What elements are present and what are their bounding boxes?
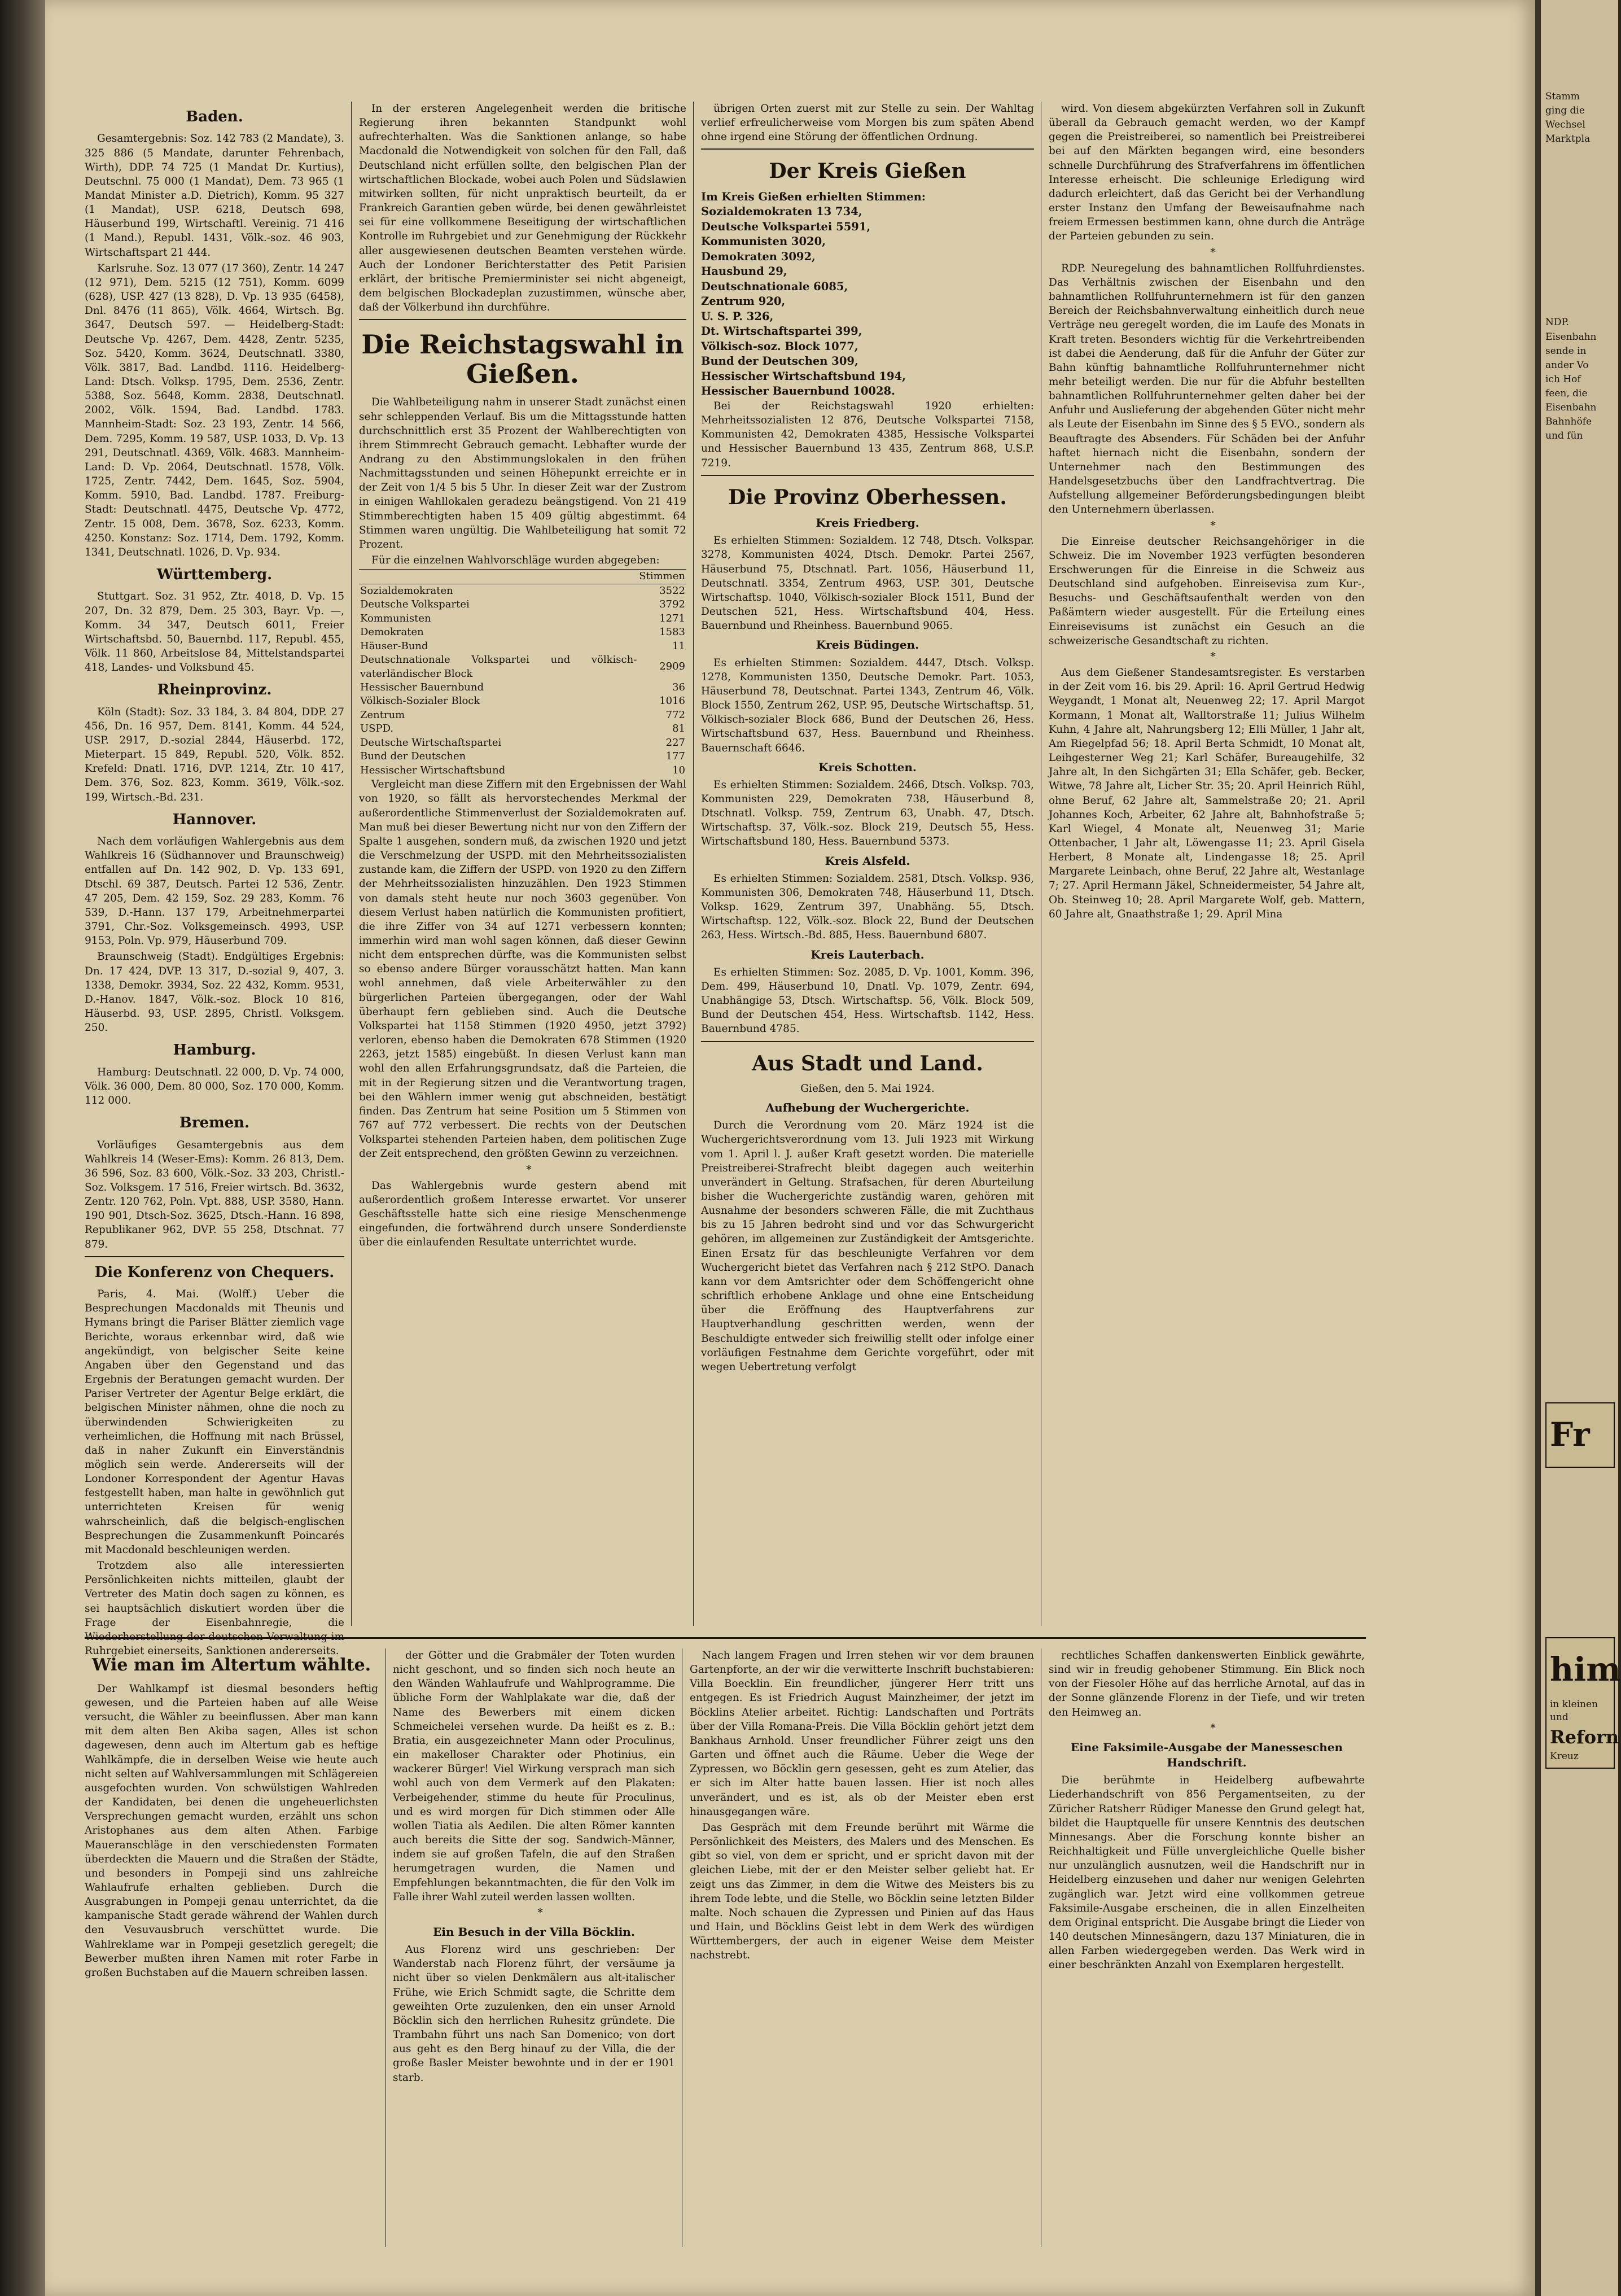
altertum-text-2: der Götter und die Grabmäler der Toten wurden nicht geschont, und so finden sich noch heute an den Wänden Wahlaufrufe und Wahlprogramme. Die übliche Form der Wahlplakate war die, daß der Name des Bewerbers mit einem dicken Schmeichelei versehen wurde. Da heißt es z. B.: Bratia, ein ausgezeichneter Mann oder Proculinus, ein makelloser Charakter oder Photinius, ein wackerer Bürger! Viel Wirkung versprach man sich wohl auch von dem Vermerk auf den Plakaten: Verbeigehender, stimme du heute für Proculinus, und es wird morgen für Dich stimmen oder Alle wollen Tiatia als Aedilen. Die alten Römer kannten auch bereits die Sitte der sog. Sandwich-Männer, indem sie auf großen Tafeln, die auf den Straßen herumgetragen wurden, die Namen und Empfehlungen bekanntmachten, die für den Volk im Falle ihrer Wahl zuteil werden lassen wollten.: [393, 1650, 675, 1903]
schweiz-text: Die Einreise deutscher Reichsangehöriger in die Schweiz. Die im November 1923 verfügten besonderen Erschwerungen für die Einreise in die Schweiz aus Deutschland sind aufgehoben. Einreisevisa zum Kur-, Besuchs- und Geschäftsaufenthalt werden von den Paßämtern wieder ausgestellt. Für die Erteilung eines Einreisevisums ist zunächst ein Gesuch an die schweizerische Gesandtschaft zu richten.: [1049, 535, 1365, 647]
bottom-column-4: rechtliches Schaffen dankenswerten Einblick gewährte, sind wir in freudig gehobener Stimmung. Ein Blick noch von der Fiesoler Höhe auf das herrliche Arnotal, auf das in der Sonne glänzende Florenz in der Tiefe, und wir treten den Heimweg an. * Eine Faksimile-Ausgabe der Manesseschen Handschrift. Die berühmte in Heidelberg aufbewahrte Liederhandschrift von 856 Pergamentseiten, zu der Züricher Ratsherr Rüdiger Manesse den Grund gelegt hat, bildet die Hauptquelle für unsere Kenntnis des deutschen Minnesangs. Aber die Forschung konnte bisher an Reichhaltigkeit und Fülle unvergleichliche Quelle bisher nur unzulänglich ausnutzen, weil die Handschrift nur in Heidelberg einzusehen und daher nur wenigen Gelehrten zugänglich war. Jetzt wird eine vollkommen getreue Faksimile-Ausgabe erscheinen, die in allen Einzelheiten dem Original entspricht. Die Ausgabe bringt die Lieder von 140 deutschen Minnesängern, dazu 137 Miniaturen, die in allen Farben wiedergegeben werden. Das Werk wird in einer beschränkten Anzahl von Exemplaren hergestellt.: [1049, 1648, 1365, 2247]
lauterbach-text: Es erhielten Stimmen: Soz. 2085, D. Vp. 1001, Komm. 396, Dem. 499, Häuserbund 10, Dnatl. Vp. 1079, Zentr. 694, Unabhängige 53, Dtsch. Wirtschaftsp. 56, Völk. Block 509, Bund der Deutschen 454, Hess. Wirtschaftsb. 1142, Hess. Bauernbund 4785.: [701, 966, 1034, 1035]
oberhessen-heading: Die Provinz Oberhessen.: [728, 485, 1007, 509]
result-line: Bund der Deutschen 309,: [701, 355, 858, 368]
analysis-text-2: Das Wahlergebnis wurde gestern abend mit außerordentlich großem Interesse erwartet. Vor unserer Geschäftsstelle hatte sich eine riesige Menschenmenge eingefunden, die fortwährend durch unsere Sonderdienste über die einlaufenden Resultate unterrichtet wurde.: [359, 1179, 686, 1249]
table-row: [359, 709, 686, 722]
table-header-votes: Stimmen: [638, 570, 686, 584]
reichstagswahl-heading: Die Reichstagswahl in Gießen.: [361, 329, 684, 389]
result-line: Hausbund 29,: [701, 265, 787, 278]
result-line: Hessischer Bauernbund 10028.: [701, 384, 895, 398]
rheinprovinz-heading: Rheinprovinz.: [157, 681, 272, 699]
schotten-heading: Kreis Schotten.: [818, 760, 917, 774]
adjacent-page: [1535, 0, 1621, 2296]
wuerttemberg-heading: Württemberg.: [156, 566, 273, 584]
boecklin-text: Aus Florenz wird uns geschrieben: Der Wanderstab nach Florenz führt, der versäume ja nicht über so vielen Denkmälern aus alt-italischer Frühe, wie Erich Schmidt sagte, die Schritte dem geweihten Orte zuzulenken, den ein unser Arnold Böcklin sich den herrlichen Ruhesitz gründete. Die Trambahn führt uns nach San Domenico; von dort aus geht es den Berg hinauf zu der Villa, die der große Basler Meister bewohnte und in der er 1901 starb.: [393, 1944, 675, 2084]
hannover-heading: Hannover.: [172, 811, 257, 828]
votes-cell: 1583: [659, 626, 685, 638]
chequers-heading: Die Konferenz von Chequers.: [94, 1263, 335, 1281]
section-rule: [85, 1637, 1366, 1639]
wuchergerichte-heading: Aufhebung der Wuchergerichte.: [765, 1101, 970, 1115]
adjacent-fragment: feen, die: [1545, 387, 1588, 399]
adjacent-fragment: ander Vo: [1545, 359, 1589, 371]
newspaper-page: [45, 0, 1535, 2296]
alsfeld-heading: Kreis Alsfeld.: [825, 854, 910, 868]
votes-cell: 11: [672, 640, 685, 652]
party-cell: Zentrum: [360, 709, 405, 721]
standesamt-text: Aus dem Gießener Standesamtsregister. Es verstarben in der Zeit vom 16. bis 29. April: 16. April Gertrud Hedwig Weygandt, 1 Monat alt, Neuenweg 22; 17. April Margot Kormann, 1 Monat alt, Walltorstraße 11; Julius Wilhelm Kuhn, 4 Jahre alt, Nahrungsberg 12; Elli Müller, 1 Jahr alt, Am Riegelpfad 56; 18. April Berta Schmidt, 10 Monat alt, Leihgesterner Weg 21; Karl Schäfer, Bureaugehilfe, 32 Jahre alt, In den Sichgärten 31; Ella Schäfer, geb. Becker, Witwe, 78 Jahre alt, Licher Str. 35; 20. April Heinrich Rühl, ohne Beruf, 62 Jahre alt, Sammelstraße 20; 21. April Johannes Koch, Arbeiter, 62 Jahre alt, Bahnhofstraße 5; Karl Wiegel, 4 Monate alt, Neuenweg 31; Marie Ottenbacher, 1 Jahr alt, Löwengasse 11; 23. April Gisela Herbert, 8 Monate alt, Lindengasse 18; 25. April Margarete Leinbach, ohne Beruf, 22 Jahre alt, Westanlage 7; 27. April Hermann Jäkel, Schneidermeister, 54 Jahre alt, Ob. Steinweg 10; 28. April Margarete Wolf, geb. Mattern, 60 Jahre alt, Gnaathstraße 1; 29. April Mina: [1049, 667, 1365, 920]
adjacent-ad-letters: Fr: [1550, 1415, 1590, 1454]
section-divider: [701, 1041, 1034, 1042]
table-row: [359, 681, 686, 694]
votes-cell: 81: [672, 723, 685, 735]
wuerttemberg-text: Stuttgart. Soz. 31 952, Ztr. 4018, D. Vp. 15 207, Dn. 32 879, Dem. 25 303, Bayr. Vp. —, Komm. 34 347, Deutsch 6011, Freier Wirtschaftsbd. 50, Bauernbd. 117, Republ. 455, Völk. 11 860, Arbeitslose 84, Mittelstandspartei 418, Landes- und Volksbund 45.: [85, 591, 344, 674]
column-4: wird. Von diesem abgekürzten Verfahren soll in Zukunft überall da Gebrauch gemacht werden, wo der Kampf gegen die Preistreiberei, so namentlich bei Preistreiberei bei auf den Märkten begangen wird, eine besonders schnelle Durchführung des Strafverfahrens im öffentlichen Interesse erheischt. Die schleunige Erledigung wird dadurch erleichtert, daß das Gericht bei der Verhandlung erster Instanz den Umfang der Beweisaufnahme nach freiem Ermessen bestimmen kann, ohne durch die Anträge der Parteien gebunden zu sein. * RDP. Neuregelung des bahnamtlichen Rollfuhrdienstes. Das Verhältnis zwischen der Eisenbahn und den bahnamtlichen Rollfuhrunternehmern ist für den ganzen Bereich der Reichsbahnverwaltung einheitlich durch neue Verträge neu geregelt worden, die im Laufe des Monats in Kraft treten. Besonders wichtig für die Verkehrtreibenden ist dabei die Aenderung, daß für die Anfuhr der Güter zur Bahn künftig bahnamtliche Rollfuhrunternehmer nicht mehr beteiligt werden. Die nur für die Abfuhr bestellten bahnamtlichen Rollfuhrunternehmer gelten daher bei der Anfuhr und Auslieferung der abgehenden Güter nicht mehr als Leute der Eisenbahn im Sinne des § 5 EVO., sondern als Beauftragte des Absenders. Für Schäden bei der Anfuhr haftet hiernach nicht die Eisenbahn, sondern der Unternehmer nach den Bestimmungen des Handelsgesetzbuchs über den Landfrachtvertrag. Die Aufstellung allgemeiner Beförderungsbedingungen bleibt den Unternehmern überlassen. * Die Einreise deutscher Reichsangehöriger in die Schweiz. Die im November 1923 verfügten besonderen Erschwerungen für die Einreise in die Schweiz aus Deutschland sind aufgehoben. Einreisevisa zum Kur-, Besuchs- und Geschäftsaufenthalt werden von den Paßämtern wieder ausgestellt. Für die Erteilung eines Einreisevisums ist zunächst ein Gesuch an die schweizerische Gesandtschaft zu richten. * Aus dem Gießener Standesamtsregister. Es verstarben in der Zeit vom 16. bis 29. April: 16. April Gertrud Hedwig Weygandt, 1 Monat alt, Neuenweg 22; 17. April Margot Kormann, 1 Monat alt, Walltorstraße 11; Julius Wilhelm Kuhn, 4 Jahre alt, Nahrungsberg 12; Elli Müller, 1 Jahr alt, Am Riegelpfad 56; 18. April Berta Schmidt, 10 Monat alt, Leihgesterner Weg 21; Karl Schäfer, Bureaugehilfe, 32 Jahre alt, In den Sichgärten 31; Ella Schäfer, geb. Becker, Witwe, 78 Jahre alt, Licher Str. 35; 20. April Heinrich Rühl, ohne Beruf, 62 Jahre alt, Sammelstraße 20; 21. April Johannes Koch, Arbeiter, 62 Jahre alt, Bahnhofstraße 5; Karl Wiegel, 4 Monate alt, Neuenweg 31; Marie Ottenbacher, 1 Jahr alt, Löwengasse 11; 23. April Gisela Herbert, 8 Monate alt, Lindengasse 18; 25. April Margarete Leinbach, ohne Beruf, 22 Jahre alt, Westanlage 7; 27. April Hermann Jäkel, Schneidermeister, 54 Jahre alt, Ob. Steinweg 10; 28. April Margarete Wolf, geb. Mattern, 60 Jahre alt, Gnaathstraße 1; 29. April Mina: [1049, 102, 1365, 1620]
votes-cell: 36: [672, 681, 685, 693]
column-rule: [351, 102, 352, 1626]
column-3: [701, 102, 1034, 1620]
result-line: U. S. P. 326,: [701, 309, 774, 323]
table-row: [359, 626, 686, 639]
heimweg-text: rechtliches Schaffen dankenswerten Einblick gewährte, sind wir in freudig gehobener Stimmung. Ein Blick noch von der Fiesoler Höhe auf das herrliche Arnotal, auf das in der Sonne glänzende Florenz in der Tiefe, und wir treten den Heimweg an.: [1049, 1650, 1365, 1718]
result-line: Deutschnationale 6085,: [701, 279, 848, 293]
table-row: [359, 640, 686, 653]
rheinprovinz-text: Köln (Stadt): Soz. 33 184, 3. 84 804, DDP. 27 456, Dn. 16 957, Dem. 8141, Komm. 44 524, USP. 2917, D.-sozial 2844, Häuserbd. 172, Mieterpart. 15 849, Republ. 520, Völk. 852. Krefeld: Dnatl. 1716, DVP. 1214, Ztr. 10 417, Dem. 376, Soz. 823, Komm. 3619, Völk.-soz. 199, Wirtsch.-Bd. 231.: [85, 706, 344, 803]
adjacent-fragment: NDP.: [1545, 317, 1569, 329]
stadt-und-land-heading: Aus Stadt und Land.: [752, 1051, 983, 1075]
kreis-giessen-results: [701, 190, 1034, 399]
adjacent-ad-1: [1545, 1402, 1615, 1468]
buedingen-text: Es erhielten Stimmen: Sozialdem. 4447, Dtsch. Volksp. 1278, Kommunisten 1350, Deutsche Demokr. Part. 1053, Häuserbund 78, Deutschnat. Partei 1343, Zentrum 46, Völk. Block 1550, Zentrum 262, USP. 95, Deutsche Wirtschaftsp. 51, Völkisch-sozialer Block 686, Bund der Deutschen 26, Hess. Wirtschaftsbund 637, Hess. Bauernbund und Rheinhess. Bauernschaft 6646.: [701, 657, 1034, 754]
party-cell: Kommunisten: [360, 612, 431, 624]
kreis-giessen-lead: Im Kreis Gießen erhielten Stimmen:: [701, 190, 926, 203]
party-cell: Bund der Deutschen: [360, 750, 466, 763]
baden-heading: Baden.: [186, 108, 243, 125]
kreis-1920-text: Bei der Reichstagswahl 1920 erhielten: Mehrheitssozialisten 12 876, Deutsche Volkspartei 7158, Kommunisten 42, Demokraten 4385, Hessische Volkspartei und Hessischer Bauernbund 13 435, Zentrum 868, U.S.P. 7219.: [701, 400, 1034, 469]
party-cell: Deutschnationale Volkspartei und völkisch-vaterländischer Block: [360, 654, 637, 680]
result-line: Zentrum 920,: [701, 295, 786, 308]
votes-cell: 177: [665, 750, 685, 763]
bottom-column-1: [85, 1648, 378, 2247]
friedberg-heading: Kreis Friedberg.: [816, 516, 919, 530]
sanktionen-text: In der ersteren Angelegenheit werden die britische Regierung ihren bekannten Standpunkt wohl aufrechterhalten. Was die Sanktionen anlange, so habe Macdonald die Notwendigkeit von solchen für den Fall, daß Deutschland nicht erfüllen sollte, den belgischen Plan der wirtschaftlichen Blockade, wobei auch Polen und Südslawien mitwirken sollten, für nicht unpraktisch beurteilt, da er Frankreich Garantien geben würde, bei denen gewährleistet sei für eine vollkommene Beseitigung der wirtschaftlichen Kontrolle im Ruhrgebiet und zur Genehmigung der Rückkehr aller ausgewiesenen deutschen Beamten verstehen würde. Auch der Londoner Berichterstatter des Petit Parisien erklärt, der britische Premierminister sei nicht abgeneigt, dem belgischen Blockadeplan zuzustimmen, wünsche aber, daß der Völkerbund ihn durchführe.: [359, 103, 686, 314]
wahlbeteiligung-text: Die Wahlbeteiligung nahm in unserer Stadt zunächst einen sehr schleppenden Verlauf. Bis um die Mittagsstunde hatten durchschnittlich erst 35 Prozent der Wahlberechtigten von ihrem Stimmrecht Gebrauch gemacht. Lebhafter wurde der Andrang zu den Abstimmungslokalen in den frühen Nachmittagsstunden und seinen Höhepunkt erreichte er in der Zeit von 1/4 5 bis 5 Uhr. In dieser Zeit war der Zustrom in einigen Wahllokalen geradezu beängstigend. Von 21 419 Stimmberechtigten haben 15 409 gültig abgestimmt. 64 Stimmen waren ungültig. Die Wahlbeteiligung hat somit 72 Prozent.: [359, 396, 686, 550]
result-line: Deutsche Volkspartei 5591,: [701, 220, 871, 233]
manesse-text: Die berühmte in Heidelberg aufbewahrte Liederhandschrift von 856 Pergamentseiten, zu der Züricher Ratsherr Rüdiger Manesse den Grund gelegt hat, bildet die Hauptquelle für unsere Kenntnis des deutschen Minnesangs. Aber die Forschung konnte bisher an Reichhaltigkeit und Fülle unvergleichliche Quelle bisher nur unzulänglich ausnutzen, weil die Handschrift nur in Heidelberg einzusehen und daher nur wenigen Gelehrten zugänglich war. Jetzt wird eine vollkommen getreue Faksimile-Ausgabe erscheinen, die in allen Einzelheiten dem Original entspricht. Die Ausgabe bringt die Lieder von 140 deutschen Minnesängern, dazu 137 Miniaturen, die in allen Farben wiedergegeben werden. Das Werk wird in einer beschränkten Anzahl von Exemplaren hergestellt.: [1049, 1774, 1365, 1971]
result-line: Kommunisten 3020,: [701, 235, 826, 248]
table-row: [359, 598, 686, 611]
chequers-text-2: Trotzdem also alle interessierten Persönlichkeiten nichts mitteilen, glaubt der Vertreter des Matin doch sagen zu können, es sei hauptsächlich diskutiert worden über die Frage der Eisenbahnregie, die Wiederherstellung der deutschen Verwaltung im Ruhrgebiet einerseits, Sanktionen andererseits.: [85, 1560, 344, 1658]
party-cell: Völkisch-Sozialer Block: [360, 695, 480, 707]
party-cell: Demokraten: [360, 626, 424, 638]
adjacent-ad-reform: Reforn: [1550, 1726, 1619, 1748]
column-2: In der ersteren Angelegenheit werden die britische Regierung ihren bekannten Standpunkt wohl aufrechterhalten. Was die Sanktionen anlange, so habe Macdonald die Notwendigkeit von solchen für den Fall, daß Deutschland nicht erfüllen sollte, den belgischen Plan der wirtschaftlichen Blockade, wobei auch Polen und Südslawien mitwirken sollten, für nicht unpraktisch beurteilt, da er Frankreich Garantien geben würde, bei denen gewährleistet sei für eine vollkommene Beseitigung der wirtschaftlichen Kontrolle im Ruhrgebiet und zur Genehmigung der Rückkehr aller ausgewiesenen deutschen Beamten verstehen würde. Auch der Londoner Berichterstatter des Petit Parisien erklärt, der britische Premierminister sei nicht abgeneigt, dem belgischen Blockadeplan zuzustimmen, wünsche aber, daß der Völkerbund ihn durchführe. Die Reichstagswahl in Gießen. Die Wahlbeteiligung nahm in unserer Stadt zunächst einen sehr schleppenden Verlauf. Bis um die Mittagsstunde hatten durchschnittlich erst 35 Prozent der Wahlberechtigten von ihrem Stimmrecht Gebrauch gemacht. Lebhafter wurde der Andrang zu den Abstimmungslokalen in den frühen Nachmittagsstunden und seinen Höhepunkt erreichte er in der Zeit von 1/4 5 bis 5 Uhr. In dieser Zeit war der Zustrom in einigen Wahllokalen geradezu beängstigend. Von 21 419 Stimmberechtigten haben 15 409 gültig abgestimmt. 64 Stimmen waren ungültig. Die Wahlbeteiligung hat somit 72 Prozent. Für die einzelnen Wahlvorschläge wurden abgegeben: Stimmen Sozialdemokraten 3522 Deutsche Volkspartei 3792 Kommunisten 1271 Demokraten 1583 Häuser-Bund 11 Deutschnationale Volkspartei und völkisch-vaterländischer Block 2909 Hessischer Bauernbund 36 Völkisch-Sozialer Block 1016 Zentrum 772 USPD. 81 Deutsche Wirtschaftspartei 227 Bund der Deutschen 177 Hessischer Wirtschaftsbund 10 Vergleicht man diese Ziffern mit den Ergebnissen der Wahl von 1920, so fällt als hervorstechendes Merkmal der außerordentliche Stimmenverlust der Sozialdemokraten auf. Man muß bei dieser Bewertung nicht nur von den Ziffern der Spalte 1 ausgehen, sondern muß, da zwischen 1920 und jetzt die Verschmelzung der USPD. mit den Mehrheitssozialisten zustande kam, die Ziffern der USPD. von 1920 zu den Ziffern der Mehrheitssozialisten hinzuzählen. Den 1923 Stimmen von damals steht heute nur noch 3603 gegenüber. Von diesem Verlust haben natürlich die Kommunisten profitiert, die ihre Ziffer von 34 auf 1271 verbessern konnten; immerhin wird man wohl sagen können, daß dieser Gewinn nicht dem entsprechen dürfte, was die Kommunisten selbst so ebenso andere Bürger vorausschätzt hatten. Man kann wohl annehmen, daß viele Arbeiterwähler zu den bürgerlichen Parteien übergegangen, oder der Wahl überhaupt fern geblieben sind. Auch die Deutsche Volkspartei hat 1158 Stimmen (1920 4950, jetzt 3792) verloren, ebenso haben die Demokraten 678 Stimmen (1920 2263, jetzt 1585) eingebüßt. In diesen Verlust kann man wohl den allen Erfahrungsgrundsatz, daß die Parteien, die mit in der Regierung sitzen und die Verantwortung tragen, bei den Wählern immer wenig gut abschneiden, bestätigt finden. Das Zentrum hat seine Position um 5 Stimmen von 767 auf 772 verbessert. Die rechts von der Deutschen Volkspartei stehenden Parteien haben, dem politischen Zuge der Zeit entsprechend, den größten Gewinn zu verzeichnen. * Das Wahlergebnis wurde gestern abend mit außerordentlich großem Interesse erwartet. Vor unserer Geschäftsstelle hatte sich eine riesige Menschenmenge eingefunden, die fortwährend durch unsere Sonderdienste über die einlaufenden Resultate unterrichtet wurde.: [359, 102, 686, 1620]
baden-cities-text: Karlsruhe. Soz. 13 077 (17 360), Zentr. 14 247 (12 971), Dem. 5215 (12 751), Komm. 6099 (628), USP. 427 (13 828), D. Vp. 13 935 (6458), Dnl. 8476 (11 865), Völk. 4664, Wirtsch. Bg. 3647, Deutsch 597. — Heidelberg-Stadt: Deutsche Vp. 4267, Dem. 4428, Zentr. 5235, Soz. 5420, Komm. 3624, Deutschnatl. 3380, Völk. 3817, Bad. Landbd. 1116. Heidelberg-Land: Dtsch. Volksp. 1795, Dem. 2536, Zentr. 5388, Soz. 5648, Komm. 2838, Deutschnatl. 2002, Völk. 1594, Bad. Landbd. 1783. Mannheim-Stadt: Soz. 23 193, Zentr. 14 566, Dem. 7295, Komm. 19 587, USP. 1033, D. Vp. 13 291, Deutschnatl. 4369, Völk. 4683. Mannheim-Land: D. Vp. 2064, Deutschnatl. 1578, Völk. 1725, Zentr. 7442, Dem. 1645, Soz. 5904, Komm. 5910, Bad. Landbd. 1787. Freiburg-Stadt: Deutschnatl. 4475, Deutsche Vp. 4772, Zentr. 15 008, Dem. 3678, Soz. 6233, Komm. 4250. Konstanz: Soz. 1714, Dem. 1792, Komm. 1341, Deutschnatl. 1026, D. Vp. 934.: [85, 262, 344, 558]
adjacent-ad-last: Kreuz: [1550, 1750, 1579, 1762]
party-cell: Deutsche Volkspartei: [360, 598, 470, 611]
adjacent-ad-2: [1545, 1637, 1621, 1769]
bottom-column-2: der Götter und die Grabmäler der Toten wurden nicht geschont, und so finden sich noch heute an den Wänden Wahlaufrufe und Wahlprogramme. Die übliche Form der Wahlplakate war die, daß der Name des Bewerbers mit einem dicken Schmeichelei versehen wurde. Da heißt es z. B.: Bratia, ein ausgezeichneter Mann oder Proculinus, ein makelloser Charakter oder Photinius, ein wackerer Bürger! Viel Wirkung versprach man sich wohl auch von dem Vermerk auf den Plakaten: Verbeigehender, stimme du heute für Proculinus, und es wird morgen für Dich stimmen oder Alle wollen Tiatia als Aedilen. Die alten Römer kannten auch bereits die Sitte der sog. Sandwich-Männer, indem sie auf großen Tafeln, die auf den Straßen herumgetragen wurden, die Namen und Empfehlungen bekanntmachten, die für den Volk im Falle ihrer Wahl zuteil werden lassen wollten. * Ein Besuch in der Villa Böcklin. Aus Florenz wird uns geschrieben: Der Wanderstab nach Florenz führt, der versäume ja nicht über so vielen Denkmälern aus alt-italischer Frühe, wie Erich Schmidt sagte, die Schritte dem geweihten Orte zuzulenken, den ein unser Arnold Böcklin sich den herrlichen Ruhesitz gründete. Die Trambahn führt uns nach San Domenico; von dort aus geht es den Berg hinauf zu der Villa, die der große Basler Meister bewohnte und in der er 1901 starb.: [393, 1648, 675, 2247]
wahltag-text: übrigen Orten zuerst mit zur Stelle zu sein. Der Wahltag verlief erfreulicherweise vom Morgen bis zum späten Abend ohne irgend eine Störung der öffentlichen Ordnung.: [701, 103, 1034, 143]
table-row: [359, 736, 686, 750]
votes-cell: 2909: [659, 661, 685, 673]
votes-cell: 772: [665, 709, 685, 721]
braunschweig-text: Braunschweig (Stadt). Endgültiges Ergebnis: Dn. 17 424, DVP. 13 317, D.-sozial 9, 407, 3. 1338, Demokr. 3934, Soz. 22 432, Komm. 9531, D.-Hanov. 1847, Völk.-soz. Block 10 816, Häuserbd. 93, USP. 2895, Christl. Volksgem. 250.: [85, 951, 344, 1034]
bottom-column-3: [690, 1648, 1034, 2247]
altertum-text: Der Wahlkampf ist diesmal besonders heftig gewesen, und die Parteien haben auf alle Weise versucht, die Wähler zu beeinflussen. Aber man kann mit dem alten Ben Akiba sagen, Alles ist schon dagewesen, denn auch im Altertum gab es heftige Wahlkämpfe, die in derselben Weise wie heute auch nicht selten auf Wahlversammlungen mit Schlägereien ausgefochten wurden. Von schwülstigen Wahlreden der Kandidaten, bei denen die ungeheuerlichsten Versprechungen gemacht wurden, erzählt uns schon Aristophanes aus dem alten Athen. Farbige Maueranschläge in den verschiedensten Formaten überdeckten die Mauern und die Straßen der Städte, und besonders in Pompeji sind uns zahlreiche Wahlaufrufe erhalten geblieben. Durch die Ausgrabungen in Pompeji genau unterrichtet, da die kampanische Stadt gerade während der Wahlen durch den Vesuvausbruch verschüttet wurde. Die Wahlreklame war in Pompeji gesetzlich geregelt; die Bewerber mußten ihren Namen mit roter Farbe in großen Buchstaben auf die Mauern schreiben lassen.: [85, 1682, 378, 1979]
kreis-giessen-heading: Der Kreis Gießen: [769, 159, 966, 183]
column-rule: [693, 102, 694, 1626]
analysis-text: Vergleicht man diese Ziffern mit den Ergebnissen der Wahl von 1920, so fällt als hervorstechendes Merkmal der außerordentliche Stimmenverlust der Sozialdemokraten auf. Man muß bei dieser Bewertung nicht nur von den Ziffern der Spalte 1 ausgehen, sondern muß, da zwischen 1920 und jetzt die Verschmelzung der USPD. mit den Mehrheitssozialisten zustande kam, die Ziffern der USPD. von 1920 zu den Ziffern der Mehrheitssozialisten hinzuzählen. Den 1923 Stimmen von damals steht heute nur noch 3603 gegenüber. Von diesem Verlust haben natürlich die Kommunisten profitiert, die ihre Ziffer von 34 auf 1271 verbessern konnten; immerhin wird man wohl sagen können, daß dieser Gewinn nicht dem entsprechen dürfte, was die Kommunisten selbst so ebenso andere Bürger vorausschätzt hatten. Man kann wohl annehmen, daß viele Arbeiterwähler zu den bürgerlichen Parteien übergegangen, oder der Wahl überhaupt fern geblieben sind. Auch die Deutsche Volkspartei hat 1158 Stimmen (1920 4950, jetzt 3792) verloren, ebenso haben die Demokraten 678 Stimmen (1920 2263, jetzt 1585) eingebüßt. In diesen Verlust kann man wohl den allen Erfahrungsgrundsatz, daß die Parteien, die mit in der Regierung sitzen und die Verantwortung tragen, bei den Wählern immer wenig gut abschneiden, bestätigt finden. Das Zentrum hat seine Position um 5 Stimmen von 767 auf 772 verbessert. Die rechts von der Deutschen Volkspartei stehenden Parteien haben, dem politischen Zuge der Zeit entsprechend, den größten Gewinn zu verzeichnen.: [359, 779, 686, 1160]
party-cell: Hessischer Wirtschaftsbund: [360, 764, 506, 776]
party-cell: Hessischer Bauernbund: [360, 681, 484, 693]
section-divider: [359, 319, 686, 320]
table-row: [359, 653, 686, 681]
hamburg-heading: Hamburg.: [173, 1042, 256, 1059]
table-row: [359, 750, 686, 763]
section-divider: [701, 148, 1034, 150]
table-row: [359, 764, 686, 777]
boecklin-text-3: Das Gespräch mit dem Freunde berührt mit Wärme die Persönlichkeit des Meisters, des Malers und des Menschen. Es gibt so viel, von dem er spricht, und er spricht davon mit der gleichen Liebe, mit der er den Meister selber geliebt hat. Er zeigt uns das Zimmer, in dem die Witwe des Meisters bis zu ihrem Tode lebte, und die Stelle, wo Böcklin seine letzten Bilder malte. Noch schauen die Zypressen und Pinien auf das Haus und Hain, und Böcklins Geist lebt in dem Werk des würdigen Württembergers, der auch in eigener Weise dem Meister nachstrebt.: [690, 1821, 1034, 1962]
hannover-text: Nach dem vorläufigen Wahlergebnis aus dem Wahlkreis 16 (Südhannover und Braunschweig) entfallen auf Dn. 142 902, D. Vp. 133 691, Dtschl. 69 387, Deutsch. Partei 12 536, Zentr. 47 205, Dem. 42 159, Soz. 29 283, Komm. 76 539, D.-Hann. 137 179, Arbeitnehmerpartei 3791, Chr.-Soz. Volksgemeinsch. 4993, USP. 9153, Poln. Vp. 979, Häuserbund 709.: [85, 836, 344, 947]
votes-cell: 227: [665, 736, 685, 749]
table-row: [359, 612, 686, 626]
adjacent-fragment: ging die: [1545, 105, 1585, 117]
party-cell: USPD.: [360, 723, 394, 735]
table-row: [359, 694, 686, 708]
adjacent-fragment: Eisenbahn: [1545, 402, 1597, 414]
section-divider: [85, 1256, 344, 1257]
adjacent-fragment: und fün: [1545, 430, 1583, 442]
result-line: Sozialdemokraten 13 734,: [701, 205, 862, 218]
boecklin-text-2: Nach langem Fragen und Irren stehen wir vor dem braunen Gartenpforte, an der wir die verwitterte Inschrift buchstabieren: Villa Boecklin. Ein freundlicher, jüngerer Herr tritt uns entgegen. Es ist Friedrich August Mainzheimer, der jetzt im Böcklins Atelier arbeitet. Richtig: Landschaften und Porträts über der Villa Romana-Preis. Die Villa Böcklin gehört jetzt dem Bankhaus Arnhold. Unser freundlicher Führer zeigt uns den Garten und öffnet auch die Räume. Ueber die Wege der Zypressen, wo Böcklin gern gesessen, geht es zum Atelier, das er sich im Alter hatte bauen lassen. Hier ist noch alles unverändert, und es ist, als ob der Meister eben erst hinausgegangen wäre.: [690, 1650, 1034, 1818]
result-line: Demokraten 3092,: [701, 250, 816, 263]
party-cell: Häuser-Bund: [360, 640, 428, 652]
votes-cell: 1271: [659, 612, 685, 624]
result-line: Dt. Wirtschaftspartei 399,: [701, 325, 862, 338]
altertum-heading: Wie man im Altertum wählte.: [91, 1655, 371, 1675]
buedingen-heading: Kreis Büdingen.: [816, 638, 919, 652]
schotten-text: Es erhielten Stimmen: Sozialdem. 2466, Dtsch. Volksp. 703, Kommunisten 229, Demokraten 738, Häuserbund 8, Dtschnatl. Volksp. 759, Zentrum 63, Unabh. 47, Dtsch. Wirtschaftsp. 37, Völk.-soz. Block 219, Deutsch 55, Hess. Wirtschaftsbund 180, Hess. Bauernbund 5373.: [701, 779, 1034, 848]
table-row: [359, 584, 686, 598]
votes-cell: 10: [672, 764, 685, 776]
section-divider: [701, 475, 1034, 476]
rollfuhrdienst-text: RDP. Neuregelung des bahnamtlichen Rollfuhrdienstes. Das Verhältnis zwischen der Eisenbahn und den bahnamtlichen Rollfuhrunternehmern ist für den ganzen Bereich der Reichsbahnverwaltung einheitlich durch neue Verträge neu geregelt worden, die im Laufe des Monats in Kraft treten. Besonders wichtig für die Verkehrtreibenden ist dabei die Aenderung, daß für die Anfuhr der Güter zur Bahn künftig bahnamtliche Rollfuhrunternehmer nicht mehr beteiligt werden. Die nur für die Abfuhr bestellten bahnamtlichen Rollfuhrunternehmer gelten daher bei der Anfuhr und Auslieferung der abgehenden Güter nicht mehr als Leute der Eisenbahn im Sinne des § 5 EVO., sondern als Beauftragte des Absenders. Für Schäden bei der Anfuhr haftet hiernach nicht die Eisenbahn, sondern der Unternehmer nach den Bestimmungen des Handelsgesetzbuchs über den Landfrachtvertrag. Die Aufstellung allgemeiner Beförderungsbedingungen bleibt den Unternehmern überlassen.: [1049, 262, 1365, 516]
result-line: Völkisch-soz. Block 1077,: [701, 339, 858, 353]
adjacent-fragment: sende in: [1545, 345, 1587, 357]
binding-gutter: [0, 0, 45, 2296]
adjacent-fragment: Stamm: [1545, 91, 1580, 102]
votes-cell: 3792: [659, 598, 685, 611]
adjacent-ad-word: him: [1550, 1650, 1621, 1689]
adjacent-fragment: ich Hof: [1545, 373, 1581, 385]
adjacent-fragment: Wechsel: [1545, 119, 1585, 131]
party-cell: Sozialdemokraten: [360, 584, 453, 597]
result-line: Hessischer Wirtschaftsbund 194,: [701, 369, 906, 383]
adjacent-fragment: Marktpla: [1545, 133, 1591, 145]
adjacent-ad-small: in kleinen und: [1550, 1699, 1598, 1724]
bremen-text: Vorläufiges Gesamtergebnis aus dem Wahlkreis 14 (Weser-Ems): Komm. 26 813, Dem. 36 596, Soz. 83 600, Völk.-Soz. 33 203, Christl.-Soz. Volksgem. 17 516, Freier wirtsch. Bd. 3632, Zentr. 120 762, Poln. Vpt. 888, USP. 3580, Hann. 190 901, Dtsch-Soz. 3625, Dtsch.-Hann. 16 898, Republikaner 962, DVP. 55 258, Dtschnat. 77 879.: [85, 1139, 344, 1250]
column-1: [85, 102, 344, 1658]
giessen-results-table: [359, 569, 686, 777]
table-intro: Für die einzelnen Wahlvorschläge wurden abgegeben:: [371, 554, 660, 567]
party-cell: Deutsche Wirtschaftspartei: [360, 736, 502, 749]
lauterbach-heading: Kreis Lauterbach.: [810, 947, 925, 961]
manesse-heading: Eine Faksimile-Ausgabe der Manesseschen Handschrift.: [1070, 1740, 1343, 1770]
boecklin-heading: Ein Besuch in der Villa Böcklin.: [433, 1925, 635, 1939]
bremen-heading: Bremen.: [179, 1114, 250, 1132]
table-row: [359, 722, 686, 736]
votes-cell: 1016: [659, 695, 685, 707]
votes-cell: 3522: [659, 584, 685, 597]
adjacent-page-column: [1541, 0, 1621, 1769]
friedberg-text: Es erhielten Stimmen: Sozialdem. 12 748, Dtsch. Volkspar. 3278, Kommunisten 4024, Dtsch. Demokr. Partei 2567, Häuserbund 75, Dtschnatl. Part. 1056, Häuserbund 11, Deutschnatl. 3354, Zentrum 4963, USP. 301, Deutsche Wirtschaftsp. 1040, Völkisch-sozialer Block 1511, Bund der Deutschen 521, Hess. Wirtschaftsbund 404, Hess. Bauernbund und Rheinhess. Bauernbund 9065.: [701, 535, 1034, 632]
hamburg-text: Hamburg: Deutschnatl. 22 000, D. Vp. 74 000, Völk. 36 000, Dem. 80 000, Soz. 170 000, Komm. 112 000.: [85, 1066, 344, 1107]
wuchergerichte-text: Durch die Verordnung vom 20. März 1924 ist die Wuchergerichtsverordnung vom 13. Juli 1923 mit Wirkung vom 1. April l. J. außer Kraft gesetzt worden. Die materielle Preistreiberei-Strafrecht bleibt dagegen auch weiterhin unverändert in Geltung. Strafsachen, für deren Aburteilung bisher die Wuchergerichte zuständig waren, gehören mit Ausnahme der besonders schweren Fälle, die mit Zuchthaus bis zu 15 Jahren bedroht sind und vor das Schwurgericht gehören, im allgemeinen zur Zuständigkeit der Amtsgerichte. Einen Ersatz für das beschleunigte Verfahren vor dem Wuchergericht bietet das Verfahren nach § 212 StPO. Danach kann vor dem Amtsrichter oder dem Schöffengericht ohne schriftlich erhobene Anklage und ohne eine Entscheidung über die Eröffnung des Hauptverfahrens zur Hauptverhandlung geschritten werden, wenn der Beschuldigte entweder sich freiwillig stellt oder infolge einer vorläufigen Festnahme dem Gerichte vorgeführt, oder mit wegen Uebertretung verfolgt: [701, 1119, 1034, 1373]
dateline: Gießen, den 5. Mai 1924.: [800, 1082, 935, 1095]
adjacent-fragment: Bahnhöfe: [1545, 416, 1592, 428]
baden-text: Gesamtergebnis: Soz. 142 783 (2 Mandate), 3. 325 886 (5 Mandate, darunter Fehrenbach, Wirth), DDP. 74 725 (1 Mandat Dr. Kurtius), Deutschnl. 75 000 (1 Mandat), Dem. 73 965 (1 Mandat Minister a.D. Dietrich), Komm. 95 327 (1 Mandat), USP. 6218, Deutsch 698, Häuserbund 199, Wirtschaftl. Vereinig. 71 416 (1 Mand.), Republ. 1431, Völk.-soz. 46 903, Wirtschaftspart 21 444.: [85, 133, 344, 259]
chequers-text: Paris, 4. Mai. (Wolff.) Ueber die Besprechungen Macdonalds mit Theunis und Hymans bringt die Pariser Blätter ziemlich vage Berichte, woraus erkennbar wird, daß wie angekündigt, von belgischer Seite keine Angaben über den Gegenstand und das Ergebnis der Beratungen gemacht wurden. Der Pariser Vertreter der Agentur Belge erklärt, die belgischen Minister nähmen, ohne die noch zu überwindenden Schwierigkeiten zu verheimlichen, die Hoffnung mit nach Brüssel, daß in naher Zukunft ein Einverständnis möglich sein werde. Andererseits will der Londoner Korrespondent der Agentur Havas festgestellt haben, man halte in gewöhnlich gut unterrichteten Kreisen für wenig wahrscheinlich, daß die belgisch-englischen Besprechungen die Zusammenkunft Poincarés mit Macdonald beschleunigen werden.: [85, 1288, 344, 1556]
adjacent-fragment: Eisenbahn: [1545, 331, 1597, 343]
alsfeld-text: Es erhielten Stimmen: Sozialdem. 2581, Dtsch. Volksp. 936, Kommunisten 306, Demokraten 748, Häuserbund 11, Dtsch. Volksp. 1629, Zentrum 397, Unabhäng. 55, Dtsch. Wirtschaftsp. 122, Völk.-soz. Block 22, Bund der Deutschen 263, Hess. Wirtsch.-Bd. 885, Hess. Bauernbund 6807.: [701, 872, 1034, 942]
verfahren-text: wird. Von diesem abgekürzten Verfahren soll in Zukunft überall da Gebrauch gemacht werden, wo der Kampf gegen die Preistreiberei, so namentlich bei Preistreiberei bei auf den Märkten begangen wird, eine besonders schnelle Durchführung des Strafverfahrens im öffentlichen Interesse erheischt. Die schleunige Erledigung wird dadurch erleichtert, daß das Gericht bei der Verhandlung erster Instanz den Umfang der Beweisaufnahme nach freiem Ermessen bestimmen kann, ohne durch die Anträge der Parteien gebunden zu sein.: [1049, 103, 1365, 243]
